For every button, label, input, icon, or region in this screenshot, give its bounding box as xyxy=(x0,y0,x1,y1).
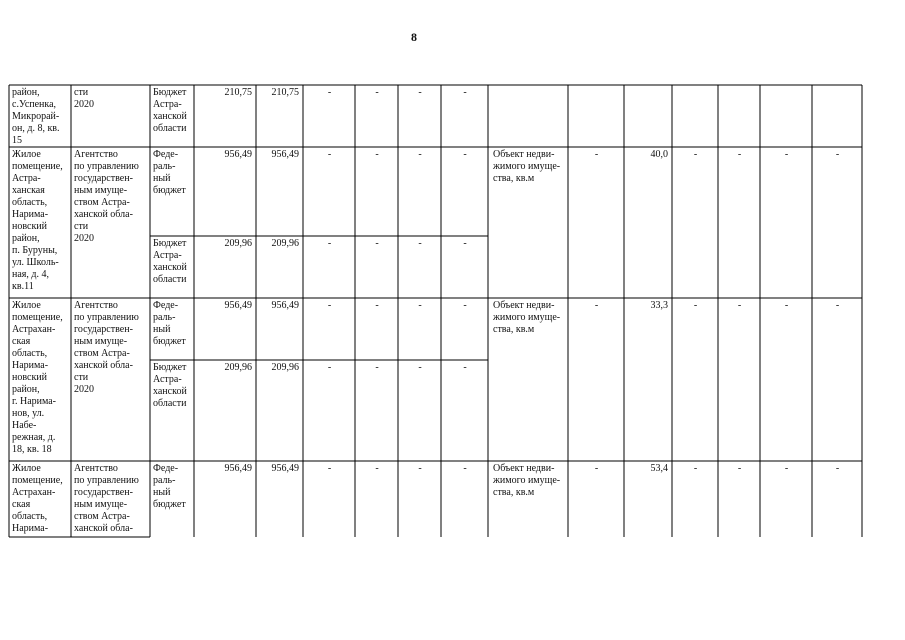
asset-cell: Объект недви- жимого имуще- ства, кв.м xyxy=(493,300,561,335)
dash-cell: - xyxy=(463,362,467,373)
funding-source-cell: Бюджет Астра- ханской области xyxy=(153,238,187,285)
dash-cell: - xyxy=(327,149,332,160)
dash-cell: - xyxy=(784,149,789,160)
amount-cell: 956,49 xyxy=(271,463,299,474)
dash-cell: - xyxy=(784,300,789,311)
dash-cell: - xyxy=(375,362,379,373)
dash-cell: - xyxy=(463,238,467,249)
area-cell: 53,4 xyxy=(650,463,668,474)
amount-cell: 956,49 xyxy=(224,463,252,474)
dash-cell: - xyxy=(418,87,422,98)
dash-cell: - xyxy=(784,463,789,474)
dash-cell: - xyxy=(693,463,698,474)
dash-cell: - xyxy=(418,238,422,249)
asset-cell: Объект недви- жимого имуще- ства, кв.м xyxy=(493,463,561,498)
dash-cell: - xyxy=(693,300,698,311)
dash-cell: - xyxy=(463,463,467,474)
amount-cell: 210,75 xyxy=(271,87,299,98)
amount-cell: 210,75 xyxy=(224,87,252,98)
object-cell: Жилое помещение, Астрахан- ская область, Нарима- новский район, г. Нарима- нов, ул. Набе- режная, д. 18, кв. 18 xyxy=(12,300,63,455)
dash-cell: - xyxy=(594,149,599,160)
funding-source-cell: Бюджет Астра- ханской области xyxy=(153,87,187,134)
dash-cell: - xyxy=(418,300,422,311)
dash-cell: - xyxy=(327,87,332,98)
funding-source-cell: Феде- раль- ный бюджет xyxy=(153,149,186,196)
dash-cell: - xyxy=(327,362,332,373)
amount-cell: 956,49 xyxy=(271,300,299,311)
dash-cell: - xyxy=(327,238,332,249)
dash-cell: - xyxy=(463,87,467,98)
dash-cell: - xyxy=(463,300,467,311)
dash-cell: - xyxy=(594,463,599,474)
amount-cell: 209,96 xyxy=(271,362,299,373)
asset-cell: Объект недви- жимого имуще- ства, кв.м xyxy=(493,149,561,184)
dash-cell: - xyxy=(737,463,742,474)
amount-cell: 956,49 xyxy=(224,149,252,160)
dash-cell: - xyxy=(375,87,379,98)
funding-source-cell: Феде- раль- ный бюджет xyxy=(153,300,186,347)
amount-cell: 956,49 xyxy=(224,300,252,311)
dash-cell: - xyxy=(375,238,379,249)
dash-cell: - xyxy=(693,149,698,160)
dash-cell: - xyxy=(418,463,422,474)
page-number: 8 xyxy=(411,30,417,44)
organization-cell: Агентство по управлению государствен- ным имуще- ством Астра- ханской обла- сти 2020 xyxy=(74,300,139,395)
organization-cell: сти 2020 xyxy=(74,87,94,110)
dash-cell: - xyxy=(737,149,742,160)
dash-cell: - xyxy=(594,300,599,311)
area-cell: 40,0 xyxy=(650,149,668,160)
dash-cell: - xyxy=(835,463,840,474)
funding-source-cell: Бюджет Астра- ханской области xyxy=(153,362,187,409)
amount-cell: 956,49 xyxy=(271,149,299,160)
dash-cell: - xyxy=(463,149,467,160)
dash-cell: - xyxy=(418,362,422,373)
dash-cell: - xyxy=(737,300,742,311)
dash-cell: - xyxy=(375,463,379,474)
dash-cell: - xyxy=(835,149,840,160)
object-cell: Жилое помещение, Астра- ханская область, Нарима- новский район, п. Буруны, ул. Школь- ная, д. 4, кв.11 xyxy=(12,149,63,292)
area-cell: 33,3 xyxy=(650,300,668,311)
dash-cell: - xyxy=(327,463,332,474)
amount-cell: 209,96 xyxy=(224,238,252,249)
amount-cell: 209,96 xyxy=(271,238,299,249)
organization-cell: Агентство по управлению государствен- ным имуще- ством Астра- ханской обла- сти 2020 xyxy=(74,149,139,244)
funding-source-cell: Феде- раль- ный бюджет xyxy=(153,463,186,510)
dash-cell: - xyxy=(835,300,840,311)
object-cell: район, с.Успенка, Микрорай- он, д. 8, кв. 15 xyxy=(12,87,60,146)
object-cell: Жилое помещение, Астрахан- ская область, Нарима- xyxy=(12,463,63,534)
dash-cell: - xyxy=(418,149,422,160)
amount-cell: 209,96 xyxy=(224,362,252,373)
organization-cell: Агентство по управлению государствен- ным имуще- ством Астра- ханской обла- xyxy=(74,463,139,534)
dash-cell: - xyxy=(375,149,379,160)
dash-cell: - xyxy=(327,300,332,311)
dash-cell: - xyxy=(375,300,379,311)
